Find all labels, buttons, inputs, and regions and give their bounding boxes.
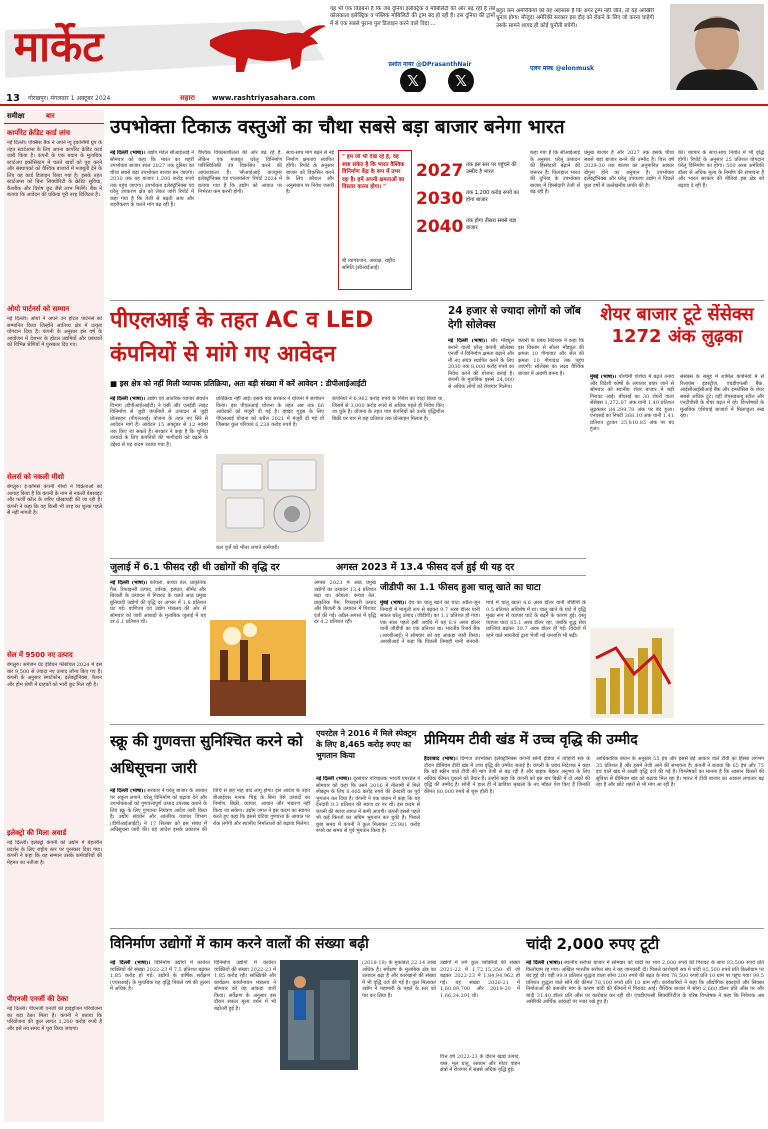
airtel-story-body-text: दूरसंचार परिचालक भारती एयरटेल ने सोमवार को कहा कि उसने 2016 में नीलामी में मिले स्पेक्ट्रम के लिए 8,465 करोड़ रुपये की देनदारी का पूर्व भुगतान कर दिया है। कंपनी ने एक बयान में कहा कि यह देनदारी 9.3 प्रतिशत की ब्याज दर पर थी। इस कदम से कंपनी की ब्याज लागत में कमी आएगी। कंपनी इससे पहले भी कई किश्तों का अग्रिम भुगतान कर चुकी है। पिछले कुछ समय में कंपनी ने कुल मिलाकर 25,981 करोड़ रुपये का समय से पूर्व भुगतान किया है। [316, 776, 420, 834]
silver-story-body-text: स्थानीय सर्राफा बाजार में सोमवार को चांदी का भाव 2,000 रुपये की गिरावट के साथ 93,500 रुपये प्रति किलोग्राम रह गया। अखिल भारतीय सर्राफा संघ ने यह जानकारी दी। पिछले कारोबारी सत्र में चांदी 95,500 रुपये प्रति किलोग्राम पर बंद हुई थी। वहीं 99.9 प्रतिशत शुद्धता वाला सोना 200 रुपये की बढ़त के साथ 78,500 रुपये प्रति 10 ग्राम पर पहुंच गया। 99.5 प्रतिशत शुद्धता वाले सोने की कीमत 78,100 रुपये प्रति 10 ग्राम रही। कारोबारियों ने कहा कि औद्योगिक इकाइयों और सिक्का निर्माताओं की कमजोर मांग के कारण चांदी की कीमतों में गिरावट आई। वैश्विक बाजार में सोना 2,660 डॉलर प्रति औंस पर और चांदी 31.40 डॉलर प्रति औंस पर कारोबार कर रही थी। एचडीएफसी सिक्योरिटीज के वरिष्ठ विश्लेषक ने कहा कि निवेशक अब अमेरिकी आर्थिक आंकड़ों पर नजर रखे हुए हैं। [526, 960, 764, 1005]
sensex-chart-photo [590, 628, 674, 718]
core-story-headline: जुलाई में 6.1 फीसद रही थी उद्योगों की वृद्धि दर [110, 562, 280, 573]
sidebar-item-1-body: नई दिल्ली। एक्सिस बैंक ने अपने न्यू इकोनॉमी ग्रुप के तहत स्टार्टअप्स के लिए अपना कार्पोरेट क्रेडिट कार्ड जारी किया है। कंपनी के एक बयान के मुताबिक स्टार्टअप इकोसिस्टम में चलते खर्चों को पूरा करने और संस्थापकों को वैश्विक बाजारों में मजबूती देने के लिए यह कार्ड डिजाइन किया गया है। इसके तहत स्टार्टअप्स को बिना सिक्योरिटी के क्रेडिट सुविधा, कैशबैक और विशेष छूट जैसे लाभ मिलेंगे। बैंक ने बताया कि आवेदन की प्रक्रिया पूरी तरह डिजिटल है। [7, 140, 102, 198]
tv-story-col-2: आधिकारिक बयान के अनुसार 55 इंच और इससे बड़े आकार वाले टीवी का हिस्सा लगभग 35 प्रतिशत है और इसमें तेजी आने की संभावना है। कंपनी ने बताया कि 65 इंच और 75 इंच वाले खंड में अच्छी वृद्धि दर्ज की गई है। विश्लेषकों का मानना है कि आसान किस्तों की सुविधा से प्रीमियम खंड को बढ़ावा मिल रहा है। भारत में टीवी बाजार का आकार लगातार बढ़ रहा है और छोटे शहरों से भी मांग आ रही है। [596, 756, 764, 788]
sensex-story-dateline: मुंबई (भाषा)। [590, 374, 617, 380]
tweet-2-author: एलन मस्क @elonmusk [530, 65, 595, 72]
sidebar-item-5-title: इलेक्ट्रो की मिला अवार्ड [7, 829, 67, 837]
sidebar-item-3-title: सेलर्स को नकली मीशो [7, 473, 65, 481]
city-date: गोरखपुर। मंगलवार 1 अक्टूबर 2024 [28, 95, 111, 102]
pli-story-col-2: प्रतिक्रिया नहीं आई। इसके बाद सरकार ने योजना में संशोधन किया। इस पीएलआई योजना के तहत अब तक 66 आवेदकों को मंजूरी दी गई है। व्हाइट गुड्स के लिए पीएलआई योजना को अप्रैल 2021 में मंजूरी दी गई थी जिसका कुल परिव्यय 6,238 करोड़ रुपये है। [216, 396, 324, 428]
pli-story-col-3: कंपनियों ने 6,962 करोड़ रुपये के निवेश का वादा किया था, जिसमें से 3,000 करोड़ रुपये से अधिक पहले ही निवेश किए जा चुके हैं। योजना के तहत पात्र कंपनियों को उनके वृद्धिशील बिक्री पर चार से छह प्रतिशत तक प्रोत्साहन मिलता है। [332, 396, 444, 422]
mfg-story-dateline: नई दिल्ली (भाषा)। [110, 960, 151, 966]
pli-story [110, 304, 444, 554]
solar-story-headline: 24 हजार से ज्यादा लोगों को जॉब देगी सोलेक्स [448, 305, 581, 331]
top-story-col-1 [110, 150, 194, 298]
silver-story-body [526, 960, 764, 1122]
silver-story-dateline: नई दिल्ली (भाषा)। [526, 960, 563, 966]
mfg-story-col-5: वित्त वर्ष 2022-23 के दौरान खाद्य उत्पाद, वस्त्र, मूल धातु, रसायन और मोटर वाहन क्षेत्रों में रोजगार में सबसे अधिक वृद्धि हुई। [440, 1054, 520, 1073]
mfg-story-col-2: विनिर्माण उद्योगों में कार्यरत व्यक्तियों की संख्या 2022-23 में 1.85 करोड़ रही। सांख्यिकी और कार्यक्रम कार्यान्वयन मंत्रालय ने सोमवार को यह आंकड़ा जारी किया। सर्वेक्षण के अनुसार इस दौरान सकल मूल्य वर्धन में भी बढ़ोतरी हुई है। [214, 960, 276, 1012]
top-story-quote-box [338, 150, 412, 290]
sidebar-item-2-body: नई दिल्ली। ओयो ने अपने उन होटल पार्टनर्स को सम्मानित किया जिन्होंने आतिथ्य क्षेत्र में उत्कृष्ट योगदान दिया है। कंपनी के अनुसार इस वर्ष के आयोजन में देशभर के होटल उद्यमियों और प्रबंधकों को विभिन्न श्रेणियों में पुरस्कार दिए गए। [7, 316, 102, 348]
year-2030-label: 2030 [416, 189, 464, 209]
sensex-story-headline: शेयर बाजार टूटे सेंसेक्स 1272 अंक लुढ़का [600, 304, 754, 347]
tv-story [424, 728, 764, 924]
sidebar-item-2-title: ओयो पार्टनर्स को सम्मान [7, 305, 70, 313]
gdp-story-headline: जीडीपी का 1.1 फीसद हुआ चालू खाते का घाटा [380, 583, 541, 593]
sidebar-item-6-title: पीएनजी एनर्जी की ठेका [7, 995, 69, 1003]
aug-story-headline: अगस्त 2023 में 13.4 फीसद दर्ज हुई थी यह दर [336, 562, 515, 573]
core-story-col-1-text: कोयला, कच्चा तेल, प्राकृतिक गैस, रिफाइनरी उत्पाद, उर्वरक, इस्पात, सीमेंट और बिजली के उत्पादन में गिरावट के चलते आठ प्रमुख बुनियादी उद्योगों की वृद्धि दर अगस्त में 1.8 प्रतिशत घट गई। वाणिज्य एवं उद्योग मंत्रालय की ओर से सोमवार को जारी आंकड़ों के मुताबिक जुलाई में यह दर 6.1 प्रतिशत थी। [110, 580, 206, 625]
gdp-story-body [380, 600, 586, 718]
divider [110, 300, 764, 301]
sidebar-item-6-body: नई दिल्ली। पीएनजी एनर्जी को हाइड्रोजन परियोजना का बड़ा ठेका मिला है। कंपनी ने बताया कि परियोजना की कुल लागत 1,200 करोड़ रुपये है और इसे तय समय में पूरा किया जाएगा। [7, 1006, 102, 1032]
solar-story-dateline: नई दिल्ली (भाषा)। [448, 338, 488, 344]
top-story-dateline: नई दिल्ली (भाषा)। [110, 150, 146, 156]
divider [110, 724, 764, 725]
top-story-col-6: की। व्यापार के साथ-साथ निर्यात में भी वृद्धि होगी। रिपोर्ट के अनुसार 25 प्रतिशत योगदान घरेलू विनिर्माण का होगा। 500 अरब अमेरिकी डॉलर से अधिक मूल्य के निर्माण की संभावना है और भारत सरकार की नीतियां इस क्षेत्र को बढ़ावा दे रही हैं। [678, 150, 764, 189]
sidebar-item-4-body: बेंगलुरु। अमेजन ग्रेट इंडियन फेस्टिवल 2024 में इस बार 9,500 से ज्यादा नए उत्पाद लॉन्च किए गए हैं। कंपनी के अनुसार स्मार्टफोन, इलेक्ट्रॉनिक्स, फैशन और होम श्रेणी में ग्राहकों को भारी छूट मिल रही है। [7, 662, 102, 688]
page-date-bar [0, 92, 768, 106]
gdp-story-body-text: देश का चालू खाते का घाटा अप्रैल-जून तिमाही में मामूली रूप से बढ़कर 9.7 अरब डॉलर यानी सकल घरेलू उत्पाद (जीडीपी) का 1.1 प्रतिशत हो गया। एक साल पहले इसी अवधि में यह 8.9 अरब डॉलर यानी जीडीपी का एक प्रतिशत था। भारतीय रिजर्व बैंक (आरबीआई) ने सोमवार को यह आंकड़ा जारी किया। आरबीआई ने कहा कि पिछली तिमाही यानी जनवरी-मार्च में चालू खाता 4.6 अरब डॉलर यानी जीडीपी के 0.5 प्रतिशत अधिशेष में था। चालू खाते के घाटे में वृद्धि मुख्य रूप से व्यापार घाटे के बढ़ने के कारण हुई। वस्तु व्यापार घाटा 65.1 अरब डॉलर रहा, जबकि शुद्ध सेवा प्राप्तियां बढ़कर 39.7 अरब डॉलर हो गईं। विदेशों में रहने वाले भारतीयों द्वारा भेजी गई धनराशि भी बढ़ी। [380, 600, 586, 645]
top-story-col-1-text: उद्योग मंडल सीआईआई ने सोमवार को कहा कि भारत का शहरी उपभोक्ता बाजार साल 2027 तक दुनिया का चौथा सबसे बड़ा उपभोक्ता बाजार बन जाएगा। 2030 तक यह बाजार 1,200 करोड़ रुपये तक पहुंच जाएगा। उपभोक्ता इलेक्ट्रॉनिक्स एवं घरेलू उपकरण क्षेत्र को लेकर जारी रिपोर्ट में कहा गया है कि तेजी से बढ़ती आय और शहरीकरण के चलते मांग बढ़ रही है। [110, 150, 194, 208]
year-2030-box [416, 188, 526, 212]
mfg-story-headline: विनिर्माण उद्योगों में काम करने वालों की संख्या बढ़ी [110, 936, 369, 952]
sensex-story [590, 304, 764, 724]
top-story-quote: " हम जो भी देख रहे हैं, वह स्पष्ट संकेत है कि भारत वैश्विक विनिर्माण केंद्र के रूप में उभर रहा है। हमें अपनी क्षमताओं का विस्तार करना होगा। " [342, 154, 405, 190]
sensex-story-col-1-text: पश्चिमी एशिया में बढ़ते तनाव और विदेशी कोषों के लगातार बाहर जाने से सोमवार को स्थानीय शेयर बाजार में बड़ी गिरावट आई। बीएसई का 30 शेयरों वाला सेंसेक्स 1,272.07 अंक यानी 1.49 प्रतिशत लुढ़ककर 84,299.78 अंक पर बंद हुआ। एनएसई का निफ्टी 368.10 अंक यानी 1.41 प्रतिशत टूटकर 25,810.85 अंक पर बंद हुआ। [590, 374, 674, 432]
mfg-photo [280, 960, 358, 1070]
top-story [110, 110, 764, 300]
sidebar-header [4, 110, 104, 124]
sidebar-header-tag: बार [46, 112, 55, 120]
year-2027-text: तक इस स्तर पर पहुंचने की उम्मीद है भारत [466, 162, 517, 175]
author-photo [670, 4, 764, 90]
pli-story-photo-caption: कल पुर्जे को भीतर लगाते कर्मचारी। [216, 545, 280, 551]
top-story-col-4: कहा गया है कि सीआईआई के अनुसार, घरेलू उत्पादन की हिस्सेदारी बढ़ाने की जरूरत है। फिलहाल भारत की दुनिया के उपभोक्ता बाजार में हिस्सेदारी तेजी से बढ़ रही है। [530, 150, 580, 195]
tv-story-headline: प्रीमियम टीवी खंड में उच्च वृद्धि की उम्मीद [424, 732, 638, 748]
pli-story-photo [216, 454, 324, 542]
sidebar [4, 110, 104, 1122]
masthead [0, 0, 768, 92]
x-logo-icon-2: 𝕏 [448, 68, 474, 92]
page-number: 13 [6, 93, 20, 104]
tv-story-col-1-text: दिग्गज उपभोक्ता इलेक्ट्रॉनिक्स कंपनी सोनी इंडिया ने त्योहारी सत्र के दौरान प्रीमियम टीवी खंड में उच्च वृद्धि की उम्मीद जताई है। कंपनी के प्रबंध निदेशक ने कहा कि बड़े स्क्रीन वाले टीवी की मांग तेजी से बढ़ रही है और ग्राहक बेहतर अनुभव के लिए अधिक कीमत चुकाने को तैयार हैं। उन्होंने कहा कि कंपनी को इस बार बिक्री में दो अंकों की वृद्धि की उम्मीद है। सोनी ने हाल ही में ब्राविया श्रृंखला के नए मॉडल पेश किए हैं जिनकी कीमत 80,000 रुपये से शुरू होती है। [424, 756, 590, 795]
sensex-story-col-2: सेंसेक्स के समूह में शामिल कंपनियों में से रिलायंस इंडस्ट्रीज, एचडीएफसी बैंक, आईसीआईसीआई बैंक और इन्फोसिस के शेयर सबसे अधिक टूटे। वहीं जेएसडब्ल्यू स्टील और एनटीपीसी के शेयर बढ़त में रहे। विश्लेषकों के मुताबिक एशियाई बाजारों में मिलाजुला रुख रहा। [680, 374, 764, 419]
mfg-story-col-1-text: विनिर्माण उद्योगों में कार्यरत व्यक्तियों की संख्या 2022-23 में 7.5 प्रतिशत बढ़कर 1.85 करोड़ हो गई। उद्योगों के वार्षिक सर्वेक्षण (एएसआई) के मुताबिक यह वृद्धि पिछले वर्ष की तुलना में अधिक है। [110, 960, 210, 992]
solar-story-col-2: कंपनी के प्रबंध निदेशक ने कहा कि इस विस्तार से सोलर मॉड्यूल की क्षमता 10 गीगावाट और सेल की क्षमता 10 गीगावाट तक पहुंच जाएगी। सोलेक्स का लक्ष्य वैश्विक बाजार में अग्रणी बनना है। [518, 338, 584, 377]
top-story-headline: उपभोक्ता टिकाऊ वस्तुओं का चौथा सबसे बड़ा बाजार बनेगा भारत [110, 116, 565, 138]
masthead-title: मार्केट [14, 22, 104, 71]
sidebar-item-1-title: कार्पोरेट क्रेडिट कार्ड लांच [7, 129, 71, 137]
screw-story-body [110, 788, 310, 922]
core-headline-bar [110, 558, 586, 576]
site-url[interactable]: www.rashtriyasahara.com [212, 94, 316, 102]
sidebar-item-3-body: बेंगलुरु। ई-कॉमर्स कंपनी मीशो ने विक्रेताओं को आगाह किया है कि कंपनी के नाम से नकली वेबसाइट और फर्जी कॉल के जरिए धोखाधड़ी की जा रही है। कंपनी ने कहा कि वह किसी भी तरह का शुल्क पहले से नहीं मांगती है। [7, 484, 102, 516]
silver-story [526, 932, 764, 1124]
screw-story [110, 728, 310, 924]
airtel-story-dateline: नई दिल्ली (भाषा)। [316, 776, 352, 782]
core-story-col-2: अगस्त 2023 में आठ प्रमुख उद्योगों का उत्पादन 13.4 प्रतिशत बढ़ा था। कोयला, कच्चा तेल, प्राकृतिक गैस, रिफाइनरी उत्पाद और बिजली के उत्पादन में गिरावट दर्ज की गई। अप्रैल-अगस्त में वृद्धि दर 4.2 प्रतिशत रही। [314, 580, 376, 625]
core-story-dateline: नई दिल्ली (भाषा)। [110, 580, 148, 586]
mfg-story [110, 932, 520, 1124]
screw-story-body-text: सरकार ने घरेलू बाजार के आयात पर अंकुश लगाने, घरेलू विनिर्माण को बढ़ावा देने और उपभोक्ताओं को गुणवत्तापूर्ण उत्पाद उपलब्ध कराने के लिए स्क्रू के लिए गुणवत्ता नियंत्रण आदेश जारी किया है। उद्योग संवर्धन और आंतरिक व्यापार विभाग (डीपीआईआईटी) ने 17 सितंबर को इस संबंध में अधिसूचना जारी की। यह आदेश इसके प्रकाशन की तिथि से छह माह बाद लागू होगा। इस आदेश के तहत बीआईएस मानक चिह्न के बिना ऐसे उत्पादों का निर्माण, बिक्री, व्यापार, आयात और भंडारण नहीं किया जा सकेगा। उद्योग जगत ने इस कदम का स्वागत करते हुए कहा कि इससे घटिया गुणवत्ता के आयात पर रोक लगेगी और स्थानीय निर्माताओं को बढ़ावा मिलेगा। [110, 788, 310, 833]
year-2030-text: तक 1,200 करोड़ रुपये का होगा बाजार [466, 190, 519, 203]
solar-story-col-1 [448, 338, 514, 552]
year-2027-box [416, 160, 526, 184]
year-2040-text: तक होगा तीसरा सबसे बड़ा बाजार [466, 218, 517, 231]
top-story-col-3: साथ-साथ मांग बढ़ने से नई निर्माण क्षमताएं स्थापित होंगी। रिपोर्ट के अनुसार बाजार को विकसित करने के लिए कौशल और अनुसंधान पर निवेश जरूरी है। [286, 150, 334, 195]
pli-story-col-1-text: उद्योग एवं आंतरिक व्यापार संवर्धन विभाग (डीपीआईआईटी) ने एसी और एलईडी लाइट विनिर्माण से जुड़ी कंपनियों से उत्पादन से जुड़ी प्रोत्साहन (पीएलआई) योजना के तहत नए सिरे से आवेदन मांगे हैं। आवेदन 15 अक्टूबर से 12 नवंबर तक किए जा सकते हैं। सरकार ने कहा है कि चुनिंदा उत्पादों के लिए कंपनियों की भागीदारी को बढ़ाने के उद्देश्य से यह कदम उठाया गया है। [110, 396, 208, 448]
factory-photo [210, 620, 306, 716]
airtel-story-headline: एयरटेल ने 2016 में मिले स्पेक्ट्रम के लिए 8,465 करोड़ रुपए का भुगतान किया [316, 729, 417, 760]
pli-story-headline: पीएलआई के तहत AC व LED कंपनियों से मांगे गए आवेदन [110, 308, 374, 367]
mfg-story-col-4: उद्योगों में लगे कुल व्यक्तियों की संख्या 2021-22 में 1,72,15,350 थी जो बढ़कर 2022-23 में 1,84,94,962 हो गई। यह संख्या 2020-21 में 1,60,89,700 और 2019-20 में 1,66,24,291 थी। [440, 960, 520, 999]
silver-story-headline: चांदी 2,000 रुपए टूटी [526, 935, 660, 953]
core-story [110, 580, 310, 720]
gdp-story-dateline: मुंबई (भाषा)। [380, 600, 407, 606]
core-story-col-1 [110, 580, 206, 720]
screw-story-dateline: नई दिल्ली (भाषा)। [110, 788, 146, 794]
gdp-story [380, 580, 586, 720]
x-logo-icon: 𝕏 [400, 68, 426, 92]
year-2040-label: 2040 [416, 217, 464, 237]
tweet-1-text: यह भी एक विडंबना है कि जब दुनिया इलेक्ट्रिक व मोबिलिटी की ओर बढ़ रही है तब कोलकाता इलेक्ट्रिक व पब्लिक मोबिलिटी की ट्राम बंद हो रही है। इस दुनिया की ट्रामों में से एक सबसे पुराना पुल डिजाइन करने वाले विदा ... [330, 6, 495, 27]
solar-story-col-1-text: सौर मॉड्यूल बनाने वाली घरेलू कंपनी सोलेक्स एनर्जी ने विनिर्माण क्षमता बढ़ाने और नौ नए संयंत्र स्थापित करने के लिए 2030 तक 8,000 करोड़ रुपये का निवेश करने की योजना बनाई है। कंपनी के मुताबिक इससे 24,000 से अधिक लोगों को रोजगार मिलेगा। [448, 338, 514, 390]
mfg-story-col-1 [110, 960, 210, 1122]
tv-story-dateline: हैदराबाद (भाषा)। [424, 756, 458, 762]
tweet-2-text: बहुत कम अमेरिकियों को यह अहसास है कि अगर ट्रम्प नहीं जीते, तो यह आखिरी चुनाव होगा। मौजूदा अमेरिकी सरकार इस दौड़ को रोकने के लिए जो करना चाहेगी उसके सामने शायद ही कोई चुनौती बचेगी। [496, 8, 654, 29]
top-story-quote-author: बी त्यागराजन, अध्यक्ष, राष्ट्रीय समिति (सीआईआई) [342, 258, 396, 271]
top-story-col-5: प्रमुख बाजार है और 2027 तक इसके चौथा सबसे बड़ा बाजार बनने की उम्मीद है। वित्त वर्ष 2029-30 तक बाजार का अनुमानित आकार दोगुना होने का अनुमान है। उपभोक्ता इलेक्ट्रॉनिक्स और घरेलू उपकरण उद्योग ने पिछले कुछ वर्षों में उल्लेखनीय प्रगति की है। [584, 150, 674, 189]
sensex-story-col-1 [590, 374, 674, 624]
year-2027-label: 2027 [416, 161, 464, 181]
top-story-col-2: वैश्विक विकासशीलता की ओर बढ़ रहे हैं, लेकिन एक मजबूत घरेलू विनिर्माण पारिस्थितिकी तंत्र विकसित करने की आवश्यकता है। 'सीआईआई कंज्यूमर इलेक्ट्रॉनिक्स एंड एप्लायंसेज' रिपोर्ट 2024 में बताया गया है कि उद्योग को आयात पर निर्भरता कम करनी होगी। [198, 150, 282, 195]
airtel-story [316, 728, 420, 924]
screw-story-headline: स्क्रू की गुणवत्ता सुनिश्चित करने को अधिसूचना जारी [110, 732, 303, 777]
divider [110, 928, 764, 929]
year-2040-box [416, 216, 526, 240]
pli-story-dateline: नई दिल्ली (भाषा)। [110, 396, 146, 402]
brand-logo: सहारा [180, 94, 195, 102]
sidebar-item-4-title: सेल में 9500 नए उत्पाद [7, 651, 73, 659]
solar-story [448, 304, 584, 554]
mfg-story-col-3: (2018-19) के मुकाबले 22.14 लाख अधिक है। सर्वेक्षण के मुताबिक क्षेत्र का उत्पादन बढ़ा है और कारखानों की संख्या में भी वृद्धि दर्ज की गई है। कुल मिलाकर उद्योग ने महामारी के पहले के स्तर को पार कर लिया है। [362, 960, 436, 999]
sidebar-item-5-body: नई दिल्ली। इलेक्ट्रो कंपनी को उद्योग में बेहतरीन प्रदर्शन के लिए राष्ट्रीय स्तर पर पुरस्कार दिया गया। कंपनी ने कहा कि यह सम्मान उसके कर्मचारियों की मेहनत का नतीजा है। [7, 840, 102, 866]
tweet-1-author: प्रशांत नायर @DPrasanthNair [388, 61, 472, 68]
tv-story-col-1 [424, 756, 590, 922]
sidebar-header-label: समीक्षा [7, 112, 25, 120]
airtel-story-body [316, 776, 420, 922]
pli-story-col-1 [110, 396, 208, 552]
pli-story-subhead: ■ इस क्षेत्र को नहीं मिली व्यापक प्रतिक्रिया, अतः बड़ी संख्या में करें आवेदन : डीपीआईआईटी [110, 379, 367, 388]
